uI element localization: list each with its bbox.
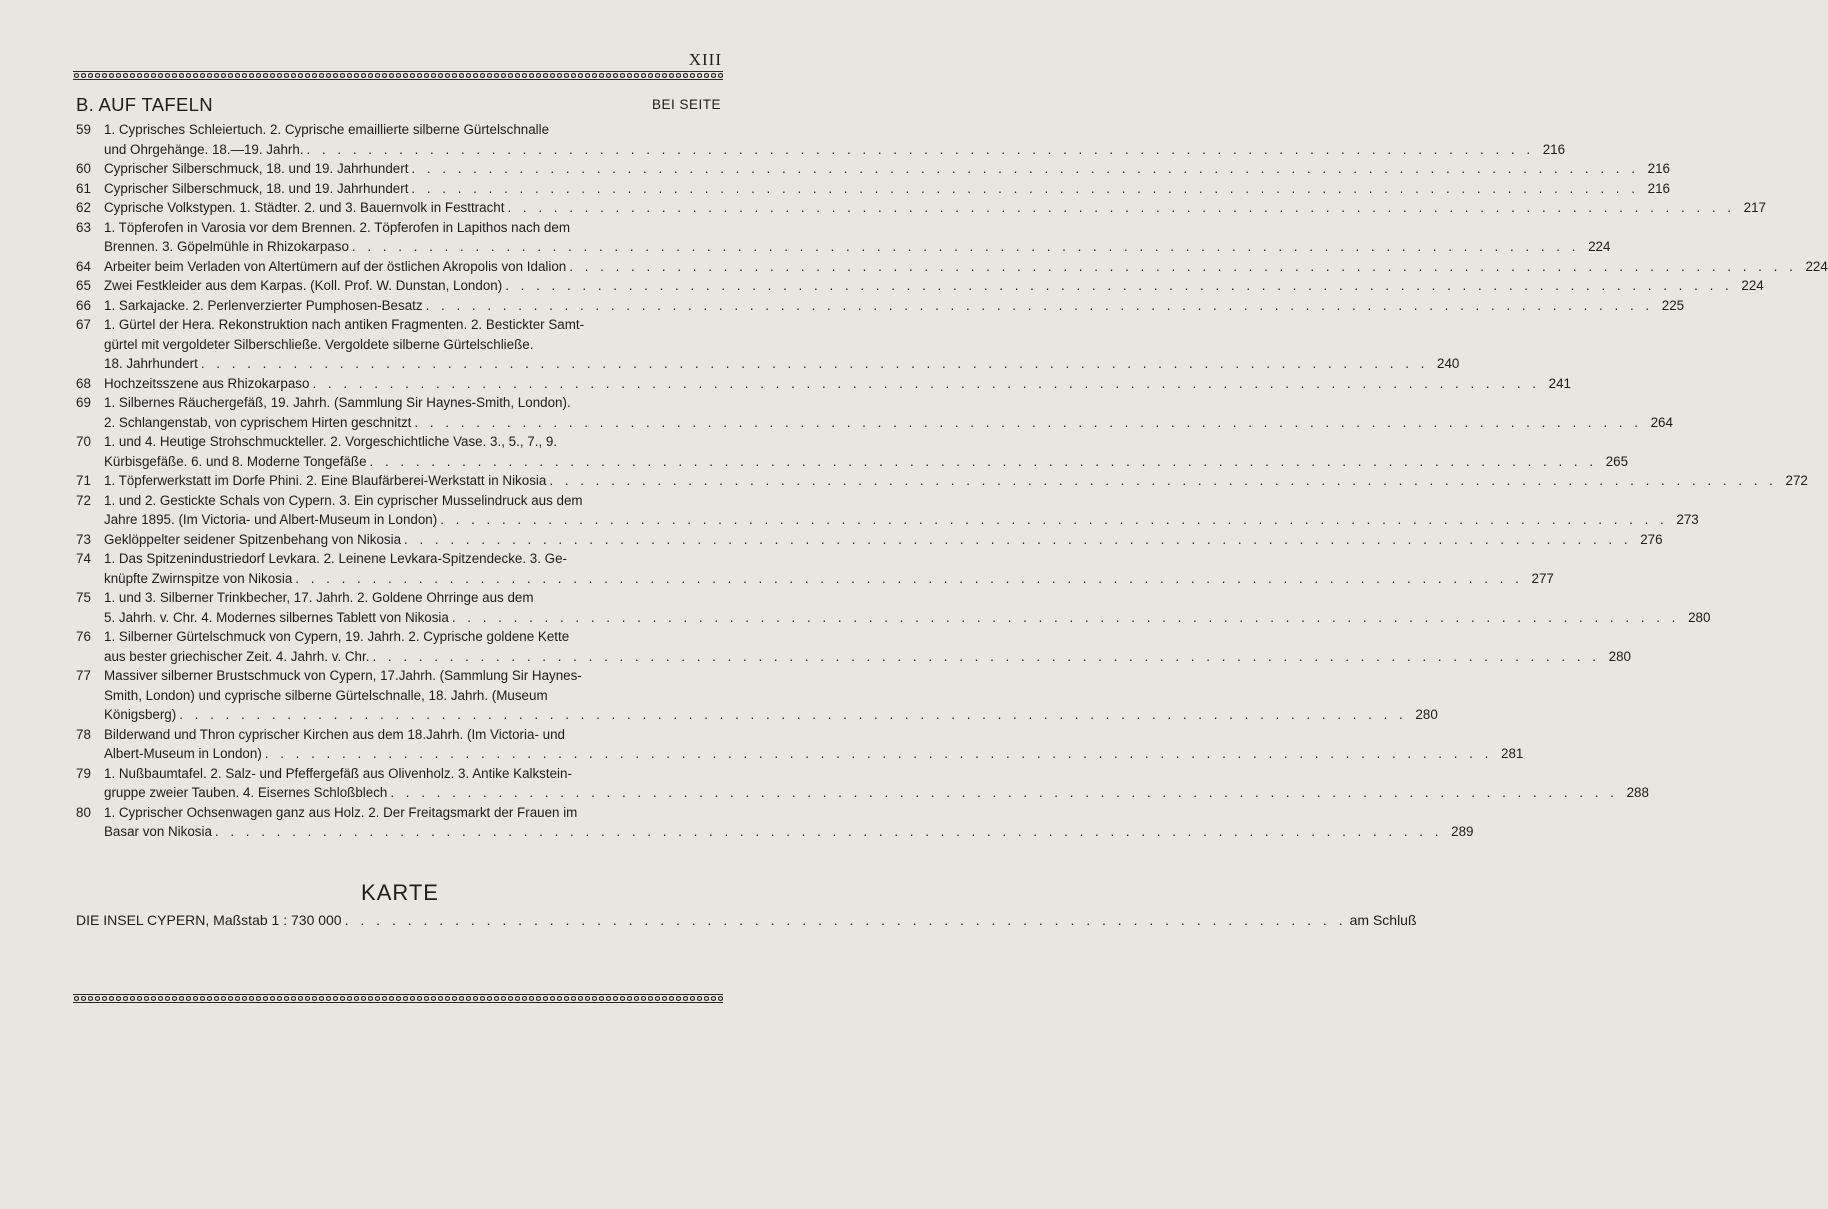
plate-description xyxy=(104,803,1473,842)
plate-description xyxy=(104,276,1764,296)
description-line: Hochzeitsszene aus Rhizokarpaso xyxy=(104,375,310,391)
description-line: Cyprischer Silberschmuck, 18. und 19. Jahrhundert xyxy=(104,180,409,196)
leader-dots: . . . . . . . . . . . . . . . . . . . . . . . . . . . . . . . . . . . . . . . . . . . . . . . . . . . . . . . . . . . . . . . . xyxy=(344,912,1347,928)
plate-entry xyxy=(76,374,1571,394)
leader-dots: . . . . . . . . . . . . . . . . . . . . . . . . . . . . . . . . . . . . . . . . . . . . . . . . . . . . . . . . . . . . . . . . . . . . . . . . . . . . . . . . xyxy=(295,570,1523,586)
leader-dots: . . . . . . . . . . . . . . . . . . . . . . . . . . . . . . . . . . . . . . . . . . . . . . . . . . . . . . . . . . . . . . . . . . . . . . . . . . . . . . . . xyxy=(425,297,1654,313)
plate-entry xyxy=(76,471,1808,491)
page-reference: 289 xyxy=(1451,824,1474,839)
plate-description xyxy=(104,315,1459,374)
plate-entry xyxy=(76,393,1673,432)
page-reference: 241 xyxy=(1548,375,1571,391)
section-header xyxy=(76,94,721,116)
leader-dots: . . . . . . . . . . . . . . . . . . . . . . . . . . . . . . . . . . . . . . . . . . . . . . . . . . . . . . . . . . . . . . . . . . . . . . . . . . . . . . . . xyxy=(306,141,1535,157)
leader-dots: . . . . . . . . . . . . . . . . . . . . . . . . . . . . . . . . . . . . . . . . . . . . . . . . . . . . . . . . . . . . . . . . . . . . . . . . . . . . . . . . xyxy=(179,707,1407,722)
description-line: 1. Nußbaumtafel. 2. Salz- und Pfeffergefäß aus Olivenholz. 3. Antike Kalkstein- xyxy=(104,765,572,781)
description-line: Albert-Museum in London) xyxy=(104,746,262,761)
description-line: Brennen. 3. Göpelmühle in Rhizokarpaso xyxy=(104,239,349,254)
leader-dots: . . . . . . . . . . . . . . . . . . . . . . . . . . . . . . . . . . . . . . . . . . . . . . . . . . . . . . . . . . . . . . . . . . . . . . . . . . . . . . . . xyxy=(414,414,1642,430)
description-line: 1. Töpferofen in Varosia vor dem Brennen. 2. Töpferofen in Lapithos nach dem xyxy=(104,219,570,235)
leader-dots: . . . . . . . . . . . . . . . . . . . . . . . . . . . . . . . . . . . . . . . . . . . . . . . . . . . . . . . . . . . . . . . . . . . . . . . . . . . . . . . . xyxy=(369,453,1598,469)
page-reference: 217 xyxy=(1743,200,1766,215)
plate-description xyxy=(104,471,1808,491)
description-line: 5. Jahrh. v. Chr. 4. Modernes silbernes Tablett von Nikosia xyxy=(104,609,449,625)
plate-entry xyxy=(76,432,1629,471)
description-line: gürtel mit vergoldeter Silberschließe. Vergoldete silberne Gürtelschließe. xyxy=(104,336,534,352)
leader-dots: . . . . . . . . . . . . . . . . . . . . . . . . . . . . . . . . . . . . . . . . . . . . . . . . . . . . . . . . . . . . . . . . . . . . . . . . . . . . . . . . xyxy=(351,239,1580,254)
leader-dots: . . . . . . . . . . . . . . . . . . . . . . . . . . . . . . . . . . . . . . . . . . . . . . . . . . . . . . . . . . . . . . . . . . . . . . . . . . . . . . . . xyxy=(505,278,1733,293)
plate-entry xyxy=(76,159,1670,179)
plate-description xyxy=(104,179,1670,199)
plate-number: 69 xyxy=(76,395,91,410)
description-line: Königsberg) xyxy=(104,707,177,722)
plate-number: 75 xyxy=(76,590,91,605)
leader-dots: . . . . . . . . . . . . . . . . . . . . . . . . . . . . . . . . . . . . . . . . . . . . . . . . . . . . . . . . . . . . . . . . . . . . . . . . . . . . . . . . xyxy=(507,200,1735,215)
plate-description xyxy=(104,530,1663,550)
description-line: 1. Das Spitzenindustriedorf Levkara. 2. Leinene Levkara-Spitzendecke. 3. Ge- xyxy=(104,551,567,566)
page-reference: 273 xyxy=(1676,512,1699,527)
plate-entry xyxy=(76,218,1611,257)
description-line: Jahre 1895. (Im Victoria- und Albert-Museum in London) xyxy=(104,512,438,527)
description-line: Bilderwand und Thron cyprischer Kirchen aus dem 18.Jahrh. (Im Victoria- und xyxy=(104,726,565,742)
plate-number: 76 xyxy=(76,629,91,644)
description-line: Cyprische Volkstypen. 1. Städter. 2. und 3. Bauernvolk in Festtracht xyxy=(104,200,505,215)
plate-description xyxy=(104,159,1670,179)
description-line: 1. Cyprischer Ochsenwagen ganz aus Holz. 2. Der Freitagsmarkt der Frauen im xyxy=(104,804,578,820)
leader-dots: . . . . . . . . . . . . . . . . . . . . . . . . . . . . . . . . . . . . . . . . . . . . . . . . . . . . . . . . . . . . . . . . . . . . . . . . . . . . . . . . xyxy=(312,375,1540,391)
description-line: 1. Töpferwerkstatt im Dorfe Phini. 2. Eine Blaufärberei-Werkstatt in Nikosia xyxy=(104,473,547,488)
description-line: Geklöppelter seidener Spitzenbehang von Nikosia xyxy=(104,531,402,547)
description-line: gruppe zweier Tauben. 4. Eisernes Schloßblech xyxy=(104,785,388,800)
page-reference: 280 xyxy=(1608,648,1631,664)
plate-description xyxy=(104,218,1610,257)
plate-number: 61 xyxy=(76,180,91,196)
page-reference: 276 xyxy=(1640,531,1663,547)
plate-description xyxy=(104,120,1565,159)
description-line: 1. Silberner Gürtelschmuck von Cypern, 19. Jahrh. 2. Cyprische goldene Kette xyxy=(104,629,570,644)
plate-number: 70 xyxy=(76,434,91,449)
plate-entry xyxy=(76,315,1460,374)
map-entry xyxy=(76,912,1417,928)
ornamental-border-bottom xyxy=(73,994,723,1003)
plate-entry xyxy=(76,666,1438,725)
map-entry-text: DIE INSEL CYPERN, Maßstab 1 : 730 000 xyxy=(76,912,342,928)
leader-dots: . . . . . . . . . . . . . . . . . . . . . . . . . . . . . . . . . . . . . . . . . . . . . . . . . . . . . . . . . . . . . . . . . . . . . . . . . . . . . . . . xyxy=(200,356,1429,371)
plate-description xyxy=(104,491,1699,530)
plate-entry xyxy=(76,257,1828,277)
description-line: Smith, London) und cyprische silberne Gürtelschnalle, 18. Jahrh. (Museum xyxy=(104,687,548,703)
plate-entry xyxy=(76,588,1711,627)
page-reference: 216 xyxy=(1647,161,1670,176)
description-line: 1. Sarkajacke. 2. Perlenverzierter Pumphosen-Besatz xyxy=(104,297,423,313)
plate-description xyxy=(104,725,1523,764)
description-line: 1. Silbernes Räuchergefäß, 19. Jahrh. (Sammlung Sir Haynes-Smith, London). xyxy=(104,395,571,410)
description-line: Massiver silberner Brustschmuck von Cypern, 17.Jahrh. (Sammlung Sir Haynes- xyxy=(104,668,582,683)
page-reference: 224 xyxy=(1741,278,1764,293)
page-reference: 288 xyxy=(1626,785,1649,800)
plate-entry xyxy=(76,530,1663,550)
leader-dots: . . . . . . . . . . . . . . . . . . . . . . . . . . . . . . . . . . . . . . . . . . . . . . . . . . . . . . . . . . . . . . . . . . . . . . . . . . . . . . . . xyxy=(451,609,1680,625)
plate-number: 60 xyxy=(76,161,91,176)
ornamental-border-top xyxy=(73,71,723,80)
leader-dots: . . . . . . . . . . . . . . . . . . . . . . . . . . . . . . . . . . . . . . . . . . . . . . . . . . . . . . . . . . . . . . . . . . . . . . . . . . . . . . . . xyxy=(569,258,1797,274)
section-title: B. AUF TAFELN xyxy=(76,94,213,115)
plate-number: 79 xyxy=(76,765,91,781)
description-line: Basar von Nikosia xyxy=(104,824,212,839)
plate-entry xyxy=(76,198,1766,218)
plate-entry xyxy=(76,120,1566,159)
description-line: 1. Cyprisches Schleiertuch. 2. Cyprische emaillierte silberne Gürtelschnalle xyxy=(104,122,550,137)
plate-description xyxy=(104,393,1673,432)
leader-dots: . . . . . . . . . . . . . . . . . . . . . . . . . . . . . . . . . . . . . . . . . . . . . . . . . . . . . . . . . . . . . . . . . . . . . . . . . . . . . . . . xyxy=(390,785,1618,800)
description-line: aus bester griechischer Zeit. 4. Jahrh. v. Chr. xyxy=(104,648,370,664)
description-line: 1. und 2. Gestickte Schals von Cypern. 3. Ein cyprischer Musselindruck aus dem xyxy=(104,492,583,508)
plate-entry xyxy=(76,725,1524,764)
plate-description xyxy=(104,666,1438,725)
plate-entry xyxy=(76,803,1474,842)
plate-description xyxy=(104,764,1649,803)
page-reference: 224 xyxy=(1588,239,1611,254)
map-heading: KARTE xyxy=(361,880,439,905)
plate-entry xyxy=(76,627,1631,666)
description-line: 2. Schlangenstab, von cyprischem Hirten geschnitzt xyxy=(104,414,412,430)
description-line: Kürbisgefäße. 6. und 8. Moderne Tongefäße xyxy=(104,453,367,469)
plate-entry xyxy=(76,296,1685,316)
page-reference: 216 xyxy=(1542,141,1566,157)
description-line: Arbeiter beim Verladen von Altertümern auf der östlichen Akropolis von Idalion xyxy=(104,258,567,274)
plate-entry xyxy=(76,764,1649,803)
plate-number: 78 xyxy=(76,726,91,742)
description-line: 1. und 3. Silberner Trinkbecher, 17. Jahrh. 2. Goldene Ohrringe aus dem xyxy=(104,590,534,605)
description-line: 18. Jahrhundert xyxy=(104,356,198,371)
plate-description xyxy=(104,296,1684,316)
page-reference: 272 xyxy=(1785,473,1808,488)
description-line: und Ohrgehänge. 18.—19. Jahrh. xyxy=(104,141,304,157)
plate-number: 59 xyxy=(76,122,91,137)
plate-entry xyxy=(76,491,1699,530)
plate-number: 73 xyxy=(76,531,91,547)
plate-entry xyxy=(76,276,1764,296)
plate-number: 62 xyxy=(76,200,91,215)
map-entry-page: am Schluß xyxy=(1349,912,1417,928)
plate-description xyxy=(104,374,1571,394)
page-reference: 280 xyxy=(1415,707,1438,722)
page-reference: 240 xyxy=(1437,356,1460,371)
page-reference: 264 xyxy=(1650,414,1673,430)
description-line: 1. und 4. Heutige Strohschmuckteller. 2. Vorgeschichtliche Vase. 3., 5., 7., 9. xyxy=(104,434,558,449)
plate-list xyxy=(76,120,1828,842)
plate-description xyxy=(104,432,1628,471)
leader-dots: . . . . . . . . . . . . . . . . . . . . . . . . . . . . . . . . . . . . . . . . . . . . . . . . . . . . . . . . . . . . . . . . . . . . . . . . . . . . . . . . xyxy=(440,512,1668,527)
plate-description xyxy=(104,627,1631,666)
plate-entry xyxy=(76,179,1670,199)
plate-description xyxy=(104,549,1554,588)
plate-description xyxy=(104,588,1710,627)
plate-number: 64 xyxy=(76,258,91,274)
leader-dots: . . . . . . . . . . . . . . . . . . . . . . . . . . . . . . . . . . . . . . . . . . . . . . . . . . . . . . . . . . . . . . . . . . . . . . . . . . . . . . . . xyxy=(411,180,1639,196)
page-reference: 265 xyxy=(1605,453,1629,469)
plate-number: 72 xyxy=(76,492,91,508)
page-reference: 280 xyxy=(1688,609,1711,625)
plate-number: 65 xyxy=(76,278,91,293)
plate-number: 68 xyxy=(76,375,91,391)
page-reference: 225 xyxy=(1661,297,1685,313)
plate-number: 63 xyxy=(76,219,91,235)
leader-dots: . . . . . . . . . . . . . . . . . . . . . . . . . . . . . . . . . . . . . . . . . . . . . . . . . . . . . . . . . . . . . . . . . . . . . . . . . . . . . . . . xyxy=(372,648,1600,664)
leader-dots: . . . . . . . . . . . . . . . . . . . . . . . . . . . . . . . . . . . . . . . . . . . . . . . . . . . . . . . . . . . . . . . . . . . . . . . . . . . . . . . . xyxy=(264,746,1493,761)
page-reference: 277 xyxy=(1531,570,1554,586)
leader-dots: . . . . . . . . . . . . . . . . . . . . . . . . . . . . . . . . . . . . . . . . . . . . . . . . . . . . . . . . . . . . . . . . . . . . . . . . . . . . . . . . xyxy=(549,473,1777,488)
plate-number: 77 xyxy=(76,668,91,683)
page-column-heading: BEI SEITE xyxy=(651,97,721,112)
description-line: knüpfte Zwirnspitze von Nikosia xyxy=(104,570,293,586)
description-line: 1. Gürtel der Hera. Rekonstruktion nach antiken Fragmenten. 2. Bestickter Samt- xyxy=(104,317,585,332)
description-line: Zwei Festkleider aus dem Karpas. (Koll. Prof. W. Dunstan, London) xyxy=(104,278,503,293)
page-reference: 224 xyxy=(1805,258,1828,274)
plate-number: 71 xyxy=(76,473,91,488)
plate-description xyxy=(104,198,1766,218)
leader-dots: . . . . . . . . . . . . . . . . . . . . . . . . . . . . . . . . . . . . . . . . . . . . . . . . . . . . . . . . . . . . . . . . . . . . . . . . . . . . . . . . xyxy=(214,824,1443,839)
page-number: XIII xyxy=(688,50,722,69)
plate-description xyxy=(104,257,1828,277)
plate-entry xyxy=(76,549,1554,588)
leader-dots: . . . . . . . . . . . . . . . . . . . . . . . . . . . . . . . . . . . . . . . . . . . . . . . . . . . . . . . . . . . . . . . . . . . . . . . . . . . . . . . . xyxy=(411,161,1639,176)
plate-number: 80 xyxy=(76,804,91,820)
plate-number: 67 xyxy=(76,317,91,332)
description-line: Cyprischer Silberschmuck, 18. und 19. Jahrhundert xyxy=(104,161,409,176)
page-reference: 281 xyxy=(1501,746,1524,761)
page-reference: 216 xyxy=(1647,180,1670,196)
plate-number: 74 xyxy=(76,551,91,566)
leader-dots: . . . . . . . . . . . . . . . . . . . . . . . . . . . . . . . . . . . . . . . . . . . . . . . . . . . . . . . . . . . . . . . . . . . . . . . . . . . . . . . . xyxy=(404,531,1632,547)
plate-number: 66 xyxy=(76,297,91,313)
